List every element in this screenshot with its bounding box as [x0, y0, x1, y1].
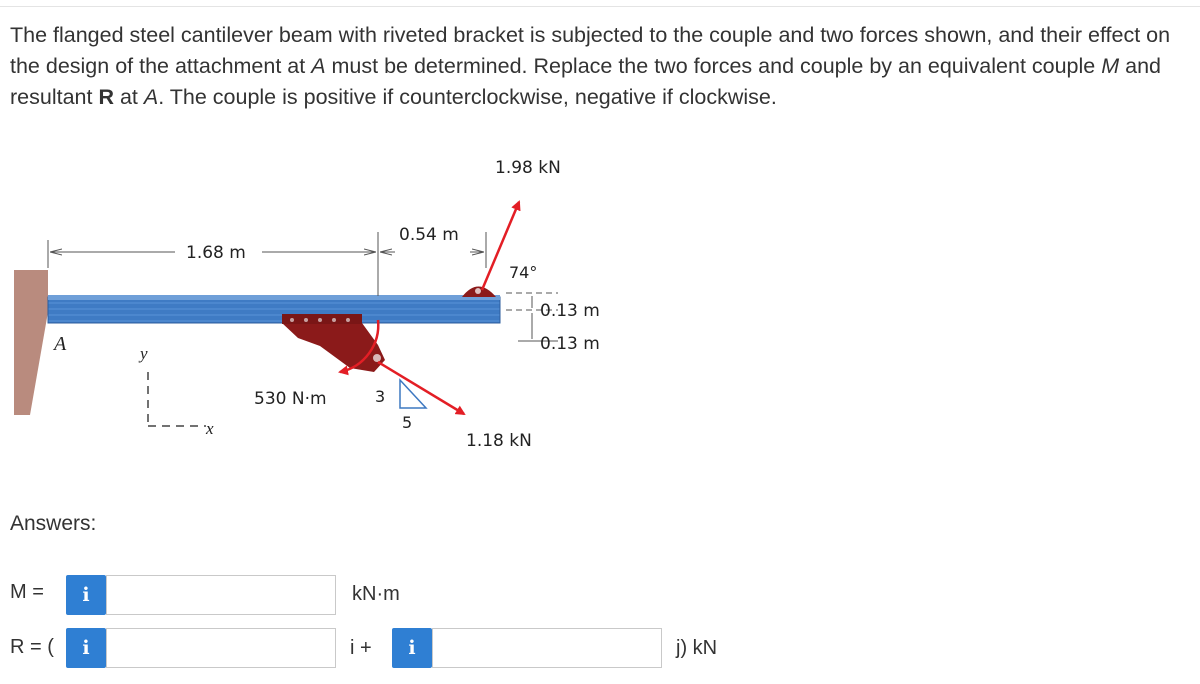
m-unit: kN·m [352, 583, 400, 605]
axis-x-label: x [206, 419, 214, 438]
m-info-icon[interactable]: i [66, 575, 106, 615]
m-input-box [106, 575, 336, 615]
point-a-ref: A [311, 54, 326, 78]
force-top-label: 1.98 kN [495, 158, 561, 178]
force-bottom-label: 1.18 kN [466, 431, 532, 451]
m-label: M = [10, 581, 44, 603]
problem-text-4: at [113, 85, 144, 109]
bracket [282, 323, 385, 372]
couple-m-ref: M [1101, 54, 1120, 78]
force-bottom-arrow [378, 362, 464, 414]
beam-flange [48, 297, 500, 323]
r-i-label: i + [350, 637, 372, 659]
rx-input[interactable] [107, 629, 335, 667]
angle-label: 74° [509, 263, 538, 282]
rx-info-icon[interactable]: i [66, 628, 106, 668]
problem-statement [10, 20, 1195, 113]
ry-input[interactable] [433, 629, 661, 667]
r-label: R = ( [10, 636, 54, 658]
offset-upper: 0.13 m [540, 301, 600, 321]
problem-text-2: must be determined. Replace the two forces and couple by an equivalent couple [325, 54, 1102, 78]
beam-figure [0, 130, 700, 490]
dim-right: 0.54 m [399, 225, 459, 245]
axis-y-label: y [140, 344, 148, 363]
wall-support [14, 270, 48, 415]
couple-label: 530 N·m [254, 389, 327, 409]
m-input[interactable] [107, 576, 335, 614]
dim-main: 1.68 m [186, 243, 246, 263]
problem-text-5: . The couple is positive if counterclockwise, negative if clockwise. [158, 85, 777, 109]
r-unit: j) kN [676, 637, 718, 659]
slope-rise: 3 [375, 387, 386, 406]
ry-input-box [432, 628, 662, 668]
point-a-ref-2: A [143, 85, 159, 109]
point-a-label: A [54, 333, 67, 355]
slope-run: 5 [402, 413, 413, 432]
ry-info-icon[interactable]: i [392, 628, 432, 668]
problem-text-1: The flanged steel cantilever beam with riveted bracket is subjected to the couple and two forces shown, and their effect on the design of the attachment at [10, 23, 1171, 78]
offset-lower: 0.13 m [540, 334, 600, 354]
answers-heading: Answers: [10, 512, 97, 535]
top-divider [0, 6, 1200, 7]
rx-input-box [106, 628, 336, 668]
problem-text-3: and resultant [10, 54, 1161, 109]
resultant-r-ref: R [98, 85, 114, 109]
